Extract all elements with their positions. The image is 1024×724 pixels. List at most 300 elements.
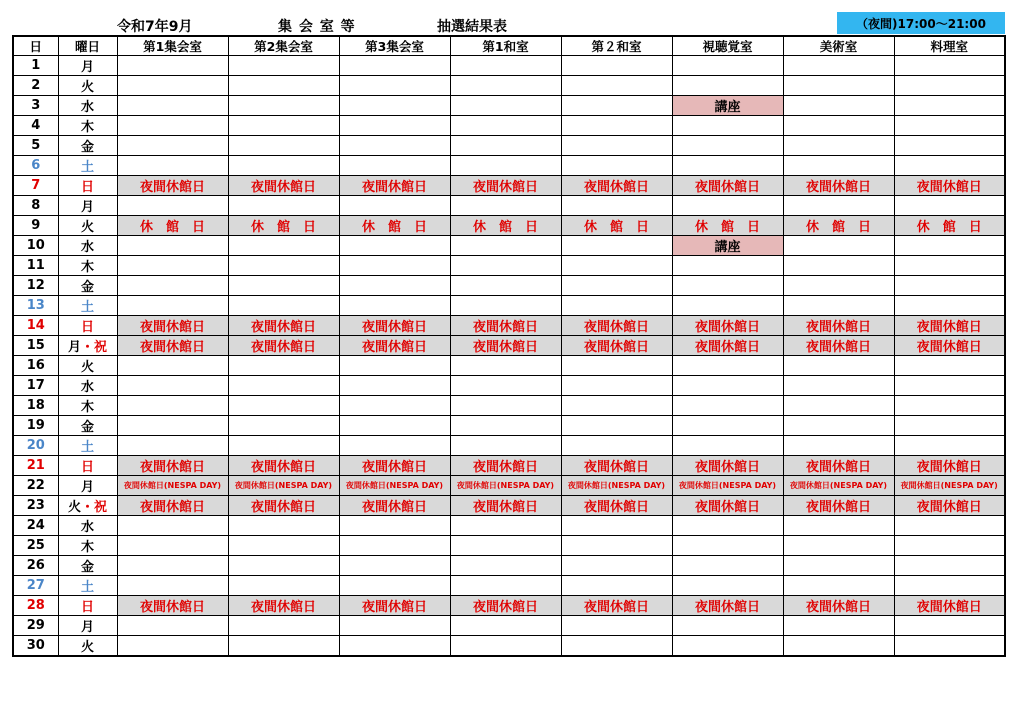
room-cell — [672, 576, 783, 596]
room-cell — [672, 376, 783, 396]
weekday-label: 月 — [80, 480, 94, 495]
day-number: 15 — [13, 336, 58, 356]
room-cell — [783, 356, 894, 376]
table-row — [13, 196, 1005, 216]
room-cell — [339, 56, 450, 76]
room-cell — [228, 636, 339, 657]
room-cell — [117, 136, 228, 156]
room-cell — [450, 416, 561, 436]
weekday — [58, 456, 117, 476]
weekday — [58, 316, 117, 336]
table-row — [13, 556, 1005, 576]
room-cell — [339, 236, 450, 256]
weekday-label: 土 — [80, 160, 94, 175]
closed-cell: 夜間休館日 — [783, 456, 894, 476]
closed-cell: 夜間休館日 — [672, 176, 783, 196]
room-cell — [894, 436, 1005, 456]
closed-cell: 夜間休館日 — [228, 596, 339, 616]
closed-cell: 夜間休館日 — [339, 336, 450, 356]
room-cell — [561, 416, 672, 436]
room-cell — [117, 76, 228, 96]
room-cell — [450, 96, 561, 116]
room-cell — [228, 136, 339, 156]
header-row — [13, 36, 1005, 56]
room-cell — [783, 416, 894, 436]
day-number: 20 — [13, 436, 58, 456]
room-cell — [450, 636, 561, 657]
room-cell — [339, 416, 450, 436]
weekday-label: 火 — [80, 220, 94, 235]
day-number: 4 — [13, 116, 58, 136]
weekday-label: 火 — [80, 360, 94, 375]
room-cell — [117, 376, 228, 396]
table-row — [13, 596, 1005, 616]
room-cell — [783, 236, 894, 256]
day-number: 10 — [13, 236, 58, 256]
room-cell — [561, 56, 672, 76]
room-cell — [894, 56, 1005, 76]
room-cell — [450, 356, 561, 376]
table-row — [13, 396, 1005, 416]
closed-cell: 夜間休館日 — [339, 456, 450, 476]
weekday-label: 月 — [80, 620, 94, 635]
weekday-label: 土 — [80, 580, 94, 595]
room-cell — [339, 636, 450, 657]
room-cell — [894, 636, 1005, 657]
holiday-mark: ・祝 — [81, 500, 108, 515]
table-row — [13, 496, 1005, 516]
table-row — [13, 456, 1005, 476]
room-cell — [339, 516, 450, 536]
room-cell — [783, 516, 894, 536]
day-number: 14 — [13, 316, 58, 336]
room-cell — [561, 156, 672, 176]
room-cell — [117, 576, 228, 596]
room-cell — [672, 136, 783, 156]
room-cell — [228, 276, 339, 296]
weekday — [58, 556, 117, 576]
table-row — [13, 256, 1005, 276]
room-cell — [117, 536, 228, 556]
day-number: 1 — [13, 56, 58, 76]
day-number: 17 — [13, 376, 58, 396]
day-number: 30 — [13, 636, 58, 657]
room-cell — [894, 556, 1005, 576]
weekday — [58, 216, 117, 236]
room-cell — [339, 396, 450, 416]
room-cell — [894, 196, 1005, 216]
room-cell — [117, 396, 228, 416]
room-cell — [339, 616, 450, 636]
room-cell — [561, 556, 672, 576]
table-row — [13, 316, 1005, 336]
col-header-room-3: 第3集会室 — [339, 36, 450, 56]
room-cell — [783, 556, 894, 576]
table-row — [13, 76, 1005, 96]
room-cell — [783, 536, 894, 556]
room-cell — [117, 516, 228, 536]
room-cell — [561, 136, 672, 156]
room-cell — [339, 76, 450, 96]
room-cell — [450, 56, 561, 76]
room-cell — [339, 576, 450, 596]
day-number: 28 — [13, 596, 58, 616]
day-number: 24 — [13, 516, 58, 536]
room-cell — [228, 356, 339, 376]
closed-cell: 夜間休館日 — [894, 496, 1005, 516]
closed-cell: 夜間休館日 — [339, 596, 450, 616]
closed-cell: 夜間休館日 — [561, 336, 672, 356]
room-cell — [783, 636, 894, 657]
room-cell — [228, 416, 339, 436]
room-cell — [117, 556, 228, 576]
closed-cell: 夜間休館日 — [894, 456, 1005, 476]
day-number: 21 — [13, 456, 58, 476]
room-cell — [339, 556, 450, 576]
room-cell — [228, 376, 339, 396]
weekday-label: 日 — [80, 460, 94, 475]
room-cell — [339, 376, 450, 396]
room-cell — [117, 116, 228, 136]
room-cell — [228, 96, 339, 116]
closed-cell: 夜間休館日 — [450, 336, 561, 356]
room-cell — [672, 416, 783, 436]
closed-cell: 夜間休館日 — [450, 176, 561, 196]
room-cell — [339, 96, 450, 116]
day-number: 16 — [13, 356, 58, 376]
weekday-label: 土 — [80, 440, 94, 455]
col-header-cooking-room: 料理室 — [894, 36, 1005, 56]
weekday-label: 火 — [80, 80, 94, 95]
room-cell — [339, 276, 450, 296]
room-cell — [672, 56, 783, 76]
room-cell — [117, 156, 228, 176]
room-cell — [117, 356, 228, 376]
room-cell — [783, 76, 894, 96]
room-cell — [894, 136, 1005, 156]
room-cell — [561, 636, 672, 657]
col-header-room-1: 第1集会室 — [117, 36, 228, 56]
day-number: 18 — [13, 396, 58, 416]
room-cell — [672, 516, 783, 536]
room-cell — [672, 396, 783, 416]
table-row — [13, 136, 1005, 156]
lecture-cell: 講座 — [672, 236, 783, 256]
weekday — [58, 96, 117, 116]
closed-cell: 夜間休館日(NESPA DAY) — [450, 476, 561, 496]
room-cell — [450, 256, 561, 276]
room-cell — [339, 136, 450, 156]
weekday-label: 火 — [67, 500, 81, 515]
room-cell — [117, 236, 228, 256]
room-cell — [561, 256, 672, 276]
lottery-result-title: 抽選結果表 — [437, 19, 507, 35]
room-cell — [561, 76, 672, 96]
room-cell — [894, 156, 1005, 176]
closed-cell: 夜間休館日 — [783, 596, 894, 616]
weekday — [58, 436, 117, 456]
table-row — [13, 436, 1005, 456]
room-cell — [672, 616, 783, 636]
closed-cell: 休 館 日 — [228, 216, 339, 236]
room-cell — [783, 616, 894, 636]
weekday-label: 水 — [80, 520, 94, 535]
day-number: 6 — [13, 156, 58, 176]
room-cell — [894, 96, 1005, 116]
table-row — [13, 376, 1005, 396]
room-cell — [561, 576, 672, 596]
closed-cell: 夜間休館日 — [561, 596, 672, 616]
room-cell — [894, 536, 1005, 556]
closed-cell: 夜間休館日(NESPA DAY) — [894, 476, 1005, 496]
room-cell — [339, 356, 450, 376]
weekday — [58, 356, 117, 376]
room-cell — [450, 376, 561, 396]
weekday — [58, 136, 117, 156]
room-cell — [894, 256, 1005, 276]
day-number: 26 — [13, 556, 58, 576]
table-row — [13, 416, 1005, 436]
room-cell — [228, 296, 339, 316]
weekday-label: 水 — [80, 100, 94, 115]
room-cell — [783, 396, 894, 416]
closed-cell: 夜間休館日 — [117, 596, 228, 616]
closed-cell: 夜間休館日 — [117, 316, 228, 336]
weekday — [58, 396, 117, 416]
closed-cell: 夜間休館日 — [339, 496, 450, 516]
room-cell — [672, 556, 783, 576]
weekday-label: 木 — [80, 120, 94, 135]
room-cell — [561, 516, 672, 536]
room-cell — [561, 196, 672, 216]
room-cell — [672, 156, 783, 176]
room-cell — [450, 76, 561, 96]
day-number: 2 — [13, 76, 58, 96]
closed-cell: 休 館 日 — [561, 216, 672, 236]
room-cell — [228, 196, 339, 216]
room-cell — [450, 516, 561, 536]
room-cell — [450, 156, 561, 176]
room-cell — [117, 256, 228, 276]
weekday-label: 金 — [80, 420, 94, 435]
weekday — [58, 236, 117, 256]
room-cell — [339, 116, 450, 136]
weekday — [58, 516, 117, 536]
room-cell — [117, 196, 228, 216]
closed-cell: 休 館 日 — [117, 216, 228, 236]
room-cell — [450, 116, 561, 136]
room-cell — [894, 296, 1005, 316]
room-cell — [894, 516, 1005, 536]
room-cell — [783, 96, 894, 116]
closed-cell: 休 館 日 — [894, 216, 1005, 236]
closed-cell: 夜間休館日 — [783, 316, 894, 336]
closed-cell: 夜間休館日 — [450, 456, 561, 476]
weekday — [58, 156, 117, 176]
table-row — [13, 296, 1005, 316]
table-row — [13, 176, 1005, 196]
closed-cell: 夜間休館日(NESPA DAY) — [783, 476, 894, 496]
room-cell — [894, 396, 1005, 416]
closed-cell: 夜間休館日 — [117, 176, 228, 196]
room-cell — [228, 256, 339, 276]
closed-cell: 夜間休館日 — [672, 336, 783, 356]
weekday-label: 水 — [80, 240, 94, 255]
room-cell — [450, 536, 561, 556]
holiday-mark: ・祝 — [81, 340, 108, 355]
weekday-label: 金 — [80, 560, 94, 575]
closed-cell: 夜間休館日 — [450, 496, 561, 516]
room-cell — [228, 116, 339, 136]
closed-cell: 夜間休館日 — [672, 316, 783, 336]
weekday — [58, 596, 117, 616]
col-header-weekday: 曜日 — [58, 36, 117, 56]
day-number: 13 — [13, 296, 58, 316]
weekday — [58, 476, 117, 496]
closed-cell: 休 館 日 — [450, 216, 561, 236]
room-cell — [561, 96, 672, 116]
col-header-washitsu-1: 第1和室 — [450, 36, 561, 56]
closed-cell: 夜間休館日 — [450, 316, 561, 336]
room-cell — [117, 96, 228, 116]
weekday-label: 土 — [80, 300, 94, 315]
table-row — [13, 276, 1005, 296]
day-number: 12 — [13, 276, 58, 296]
table-row — [13, 536, 1005, 556]
closed-cell: 夜間休館日 — [228, 316, 339, 336]
weekday — [58, 416, 117, 436]
time-badge: （夜間)17:00～21:00 — [837, 12, 1005, 34]
closed-cell: 夜間休館日 — [339, 316, 450, 336]
day-number: 29 — [13, 616, 58, 636]
room-cell — [450, 196, 561, 216]
room-cell — [450, 136, 561, 156]
room-cell — [228, 556, 339, 576]
closed-cell: 夜間休館日 — [450, 596, 561, 616]
room-cell — [339, 156, 450, 176]
weekday-label: 木 — [80, 260, 94, 275]
room-cell — [228, 576, 339, 596]
day-number: 11 — [13, 256, 58, 276]
room-cell — [228, 396, 339, 416]
closed-cell: 夜間休館日 — [561, 176, 672, 196]
room-cell — [450, 556, 561, 576]
room-cell — [783, 576, 894, 596]
room-cell — [450, 396, 561, 416]
closed-cell: 夜間休館日(NESPA DAY) — [339, 476, 450, 496]
closed-cell: 夜間休館日 — [783, 336, 894, 356]
room-cell — [228, 156, 339, 176]
weekday — [58, 116, 117, 136]
table-row — [13, 56, 1005, 76]
room-cell — [783, 116, 894, 136]
weekday — [58, 576, 117, 596]
closed-cell: 夜間休館日 — [117, 496, 228, 516]
closed-cell: 夜間休館日 — [894, 596, 1005, 616]
room-cell — [228, 536, 339, 556]
room-cell — [117, 416, 228, 436]
day-number: 5 — [13, 136, 58, 156]
room-cell — [450, 616, 561, 636]
table-row — [13, 156, 1005, 176]
closed-cell: 夜間休館日 — [228, 176, 339, 196]
table-row — [13, 236, 1005, 256]
col-header-av-room: 視聴覚室 — [672, 36, 783, 56]
col-header-art-room: 美術室 — [783, 36, 894, 56]
day-number: 8 — [13, 196, 58, 216]
room-cell — [783, 256, 894, 276]
room-cell — [339, 196, 450, 216]
room-cell — [672, 196, 783, 216]
room-cell — [894, 376, 1005, 396]
day-number: 23 — [13, 496, 58, 516]
room-cell — [894, 356, 1005, 376]
room-cell — [672, 256, 783, 276]
room-cell — [561, 356, 672, 376]
weekday-label: 火 — [80, 640, 94, 655]
room-cell — [894, 116, 1005, 136]
room-cell — [894, 276, 1005, 296]
room-cell — [783, 376, 894, 396]
room-cell — [117, 436, 228, 456]
weekday — [58, 196, 117, 216]
closed-cell: 夜間休館日 — [783, 496, 894, 516]
room-cell — [894, 236, 1005, 256]
day-number: 19 — [13, 416, 58, 436]
room-cell — [672, 536, 783, 556]
weekday-label: 金 — [80, 140, 94, 155]
closed-cell: 夜間休館日(NESPA DAY) — [117, 476, 228, 496]
weekday — [58, 536, 117, 556]
room-cell — [228, 76, 339, 96]
room-cell — [894, 616, 1005, 636]
room-cell — [672, 276, 783, 296]
closed-cell: 夜間休館日 — [117, 456, 228, 476]
room-cell — [228, 236, 339, 256]
weekday — [58, 76, 117, 96]
closed-cell: 夜間休館日 — [228, 456, 339, 476]
room-cell — [672, 76, 783, 96]
room-cell — [117, 296, 228, 316]
room-cell — [894, 76, 1005, 96]
weekday — [58, 296, 117, 316]
room-cell — [561, 616, 672, 636]
table-row — [13, 636, 1005, 657]
closed-cell: 夜間休館日 — [561, 456, 672, 476]
closed-cell: 夜間休館日 — [672, 496, 783, 516]
room-cell — [672, 296, 783, 316]
lottery-table — [12, 35, 1006, 657]
room-cell — [228, 616, 339, 636]
closed-cell: 夜間休館日(NESPA DAY) — [672, 476, 783, 496]
room-cell — [450, 276, 561, 296]
closed-cell: 休 館 日 — [339, 216, 450, 236]
room-cell — [117, 276, 228, 296]
room-cell — [672, 356, 783, 376]
table-row — [13, 476, 1005, 496]
room-cell — [561, 296, 672, 316]
room-cell — [228, 516, 339, 536]
table-row — [13, 616, 1005, 636]
weekday — [58, 496, 117, 516]
closed-cell: 夜間休館日 — [339, 176, 450, 196]
room-cell — [450, 236, 561, 256]
room-cell — [783, 156, 894, 176]
weekday-label: 日 — [80, 320, 94, 335]
closed-cell: 夜間休館日 — [228, 496, 339, 516]
room-cell — [894, 416, 1005, 436]
closed-cell: 夜間休館日 — [783, 176, 894, 196]
